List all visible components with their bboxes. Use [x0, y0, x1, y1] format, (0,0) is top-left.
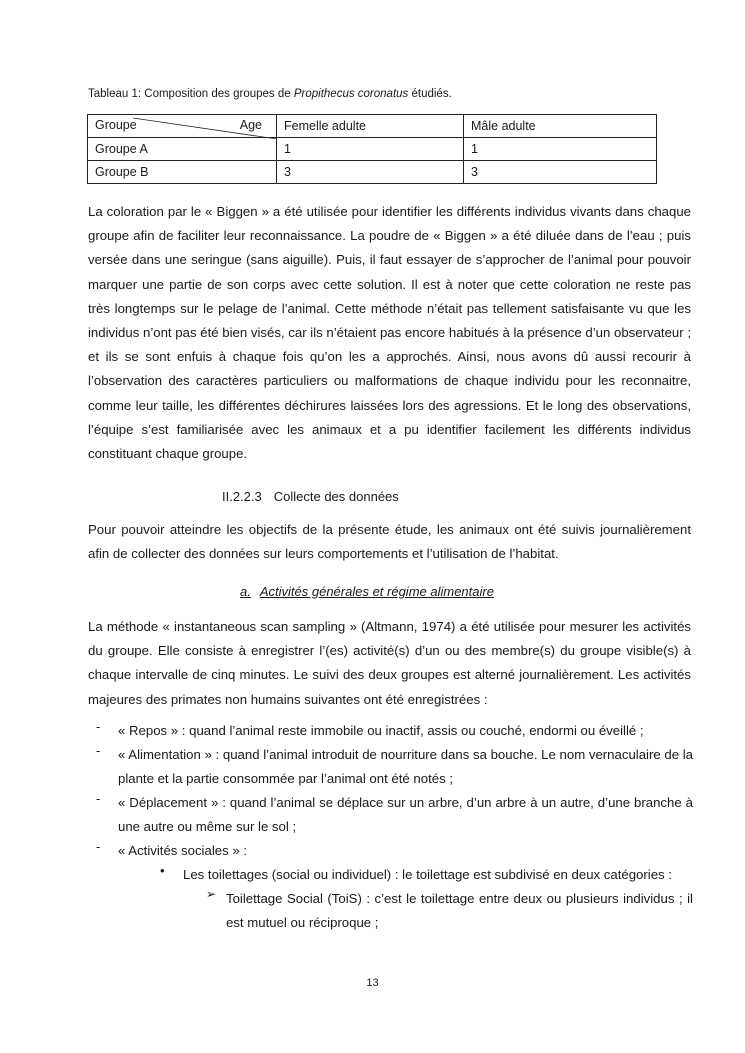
header-groupe-age-cell: Groupe Age — [88, 115, 277, 138]
table-row: Groupe A 1 1 — [88, 138, 657, 161]
paragraph-objectifs: Pour pouvoir atteindre les objectifs de la présente étude, les animaux ont été suivis journalièrement afin de collecter des données sur leurs comportements et l’utilisation de l’habitat. — [88, 522, 691, 562]
list-item: « Alimentation » : quand l’animal introduit de nourriture dans sa bouche. Le nom vernaculaire de la plante et la partie consommée par l’animal ont été notés ; — [118, 747, 693, 786]
list-item: « Déplacement » : quand l’animal se déplace sur un arbre, d’un arbre à un autre, d’une branche à une autre ou même sur le sol ; — [118, 795, 693, 834]
paragraph-methode: La méthode « instantaneous scan sampling » (Altmann, 1974) a été utilisée pour mesurer les activités du groupe. Elle consiste à enregistrer l’(es) activité(s) d’un ou des membre(s) du groupe visible(s) à chaque intervalle de cinq minutes. Le suivi des deux groupes est alterné journalièrement. Les activités majeures des primates non humains suivantes ont été enregistrées : — [88, 619, 691, 707]
list-item: « Repos » : quand l’animal reste immobile ou inactif, assis ou couché, endormi ou éveillé ; — [118, 723, 644, 738]
list-dash: - — [96, 719, 101, 734]
table-row: Groupe B 3 3 — [88, 161, 657, 184]
section-heading: II.2.2.3 Collecte des données — [222, 489, 399, 504]
subsection-heading: a. Activités générales et régime alimentaire — [240, 584, 494, 599]
list-dash: - — [96, 839, 101, 854]
page-number: 13 — [366, 977, 379, 989]
groups-table — [87, 114, 657, 184]
bullet-item: Les toilettages (social ou individuel) : le toilettage est subdivisé en deux catégories : — [183, 867, 672, 882]
paragraph-coloration: La coloration par le « Biggen » a été utilisée pour identifier les différents individus vivants dans chaque groupe afin de faciliter leur reconnaissance. La poudre de « Biggen » a été diluée dans de l’eau ; puis versée dans une seringue (sans aiguille). Puis, il faut essayer de s’approcher de l’animal pour pouvoir marquer une partie de son corps avec cette solution. Il est à noter que cette coloration ne reste pas très longtemps sur le pelage de l’animal. Cette méthode n’était pas tellement satisfaisante vu que les individus n’ont pas été bien visés, car ils n’étaient pas encore habitués à la présence d’un observateur ; et ils se sont enfuis à chaque fois qu’on les a approchés. Ainsi, nous avons dû aussi recourir à l’observation des caractères particuliers ou malformations de chaque individu pour les reconnaitre, comme leur taille, les différentes déchirures laissées lors des agressions. Et le long des observations, l’équipe s’est familiarisée avec les animaux et a pu identifier facilement les différents individus constituant chaque groupe. — [88, 204, 691, 462]
table-caption: Tableau 1: Composition des groupes de Propithecus coronatus étudiés. — [88, 88, 452, 100]
species-name: Propithecus coronatus — [293, 88, 409, 100]
list-dash: - — [96, 743, 101, 758]
list-item: « Activités sociales » : — [118, 843, 248, 858]
header-femelle: Femelle adulte — [277, 115, 464, 138]
list-dash: - — [96, 791, 101, 806]
arrow-icon: ➢ — [206, 887, 217, 901]
header-male: Mâle adulte — [464, 115, 657, 138]
table-header-row — [88, 115, 657, 138]
arrow-item: Toilettage Social (ToiS) : c’est le toilettage entre deux ou plusieurs individus ; il est mutuel ou réciproque ; — [226, 891, 693, 930]
bullet-icon: • — [160, 863, 165, 878]
